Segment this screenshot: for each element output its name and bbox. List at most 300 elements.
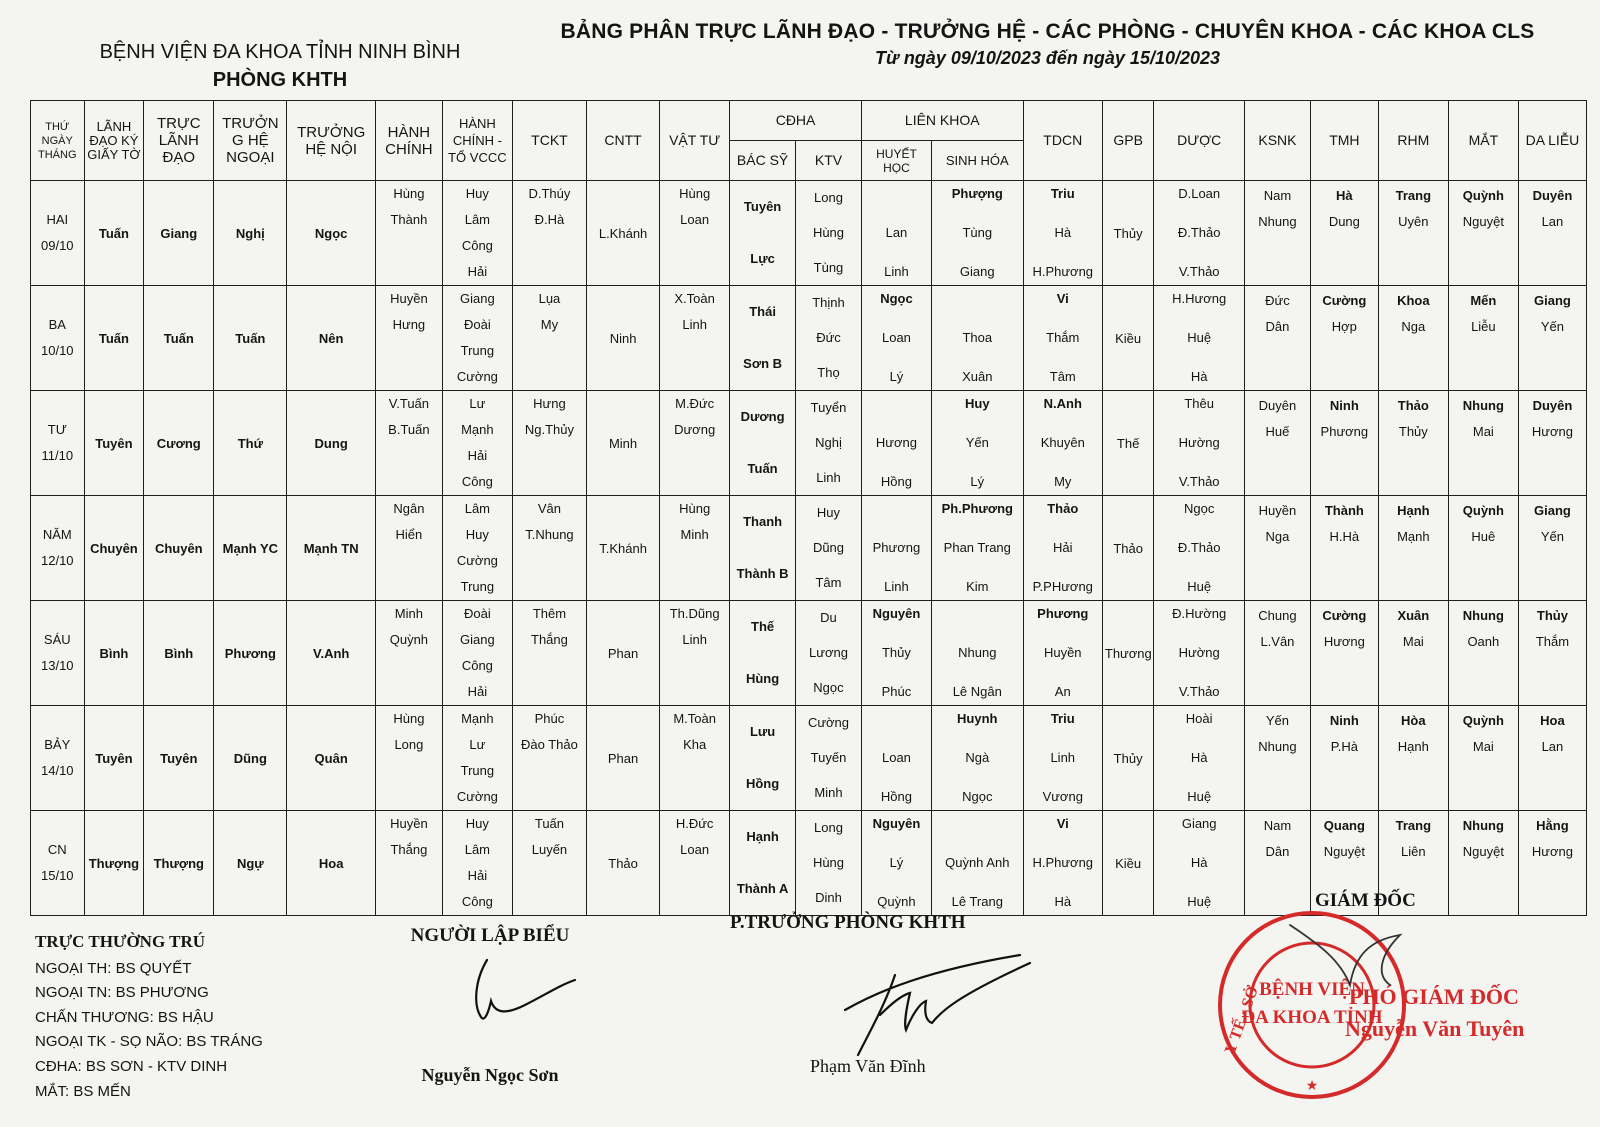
rhm-cell <box>1378 706 1448 811</box>
day-cell <box>31 391 85 496</box>
admin-team-cell <box>442 391 512 496</box>
hematology-staff: Linh <box>884 579 909 594</box>
dermatology-staff: Thủy <box>1536 608 1568 623</box>
tdcn-staff: Vương <box>1042 789 1083 804</box>
admin-staff-list <box>378 811 440 915</box>
admin-team-staff-list <box>445 706 510 810</box>
ksnk-staff: Nhung <box>1258 739 1297 754</box>
eye-staff-list <box>1451 601 1516 706</box>
signing-leader: Chuyên <box>90 540 138 556</box>
tckt-staff <box>515 889 584 915</box>
biochemistry-staff: Xuân <box>962 369 993 384</box>
admin-team-staff: Trung <box>460 579 495 594</box>
col-header-hematology: HUYẾT HỌC <box>861 141 931 181</box>
admin-team-staff: Công <box>461 474 493 489</box>
tdcn-staff: Triu <box>1050 186 1075 201</box>
col-header-duty-leader: TRỰC LÃNH ĐẠO <box>144 101 214 181</box>
rhm-staff: Xuân <box>1397 608 1430 623</box>
hematology-staff-list <box>864 706 929 810</box>
tckt-staff <box>515 233 584 259</box>
biochemistry-staff-list <box>934 286 1021 390</box>
supplies-staff: Loan <box>680 842 710 857</box>
biochemistry-staff: Phan Trang <box>943 540 1011 555</box>
day-date: 10/10 <box>41 343 74 358</box>
on-call-item: NGOẠI TN: BS PHƯƠNG <box>35 984 209 1002</box>
biochemistry-staff: Lê Trang <box>951 894 1003 909</box>
admin-cell <box>375 391 442 496</box>
biochemistry-staff-list <box>934 601 1021 705</box>
cdha-ktv: Nghị <box>815 434 842 450</box>
admin-staff <box>378 679 440 705</box>
ksnk-cell <box>1244 286 1310 391</box>
ksnk-cell <box>1244 706 1310 811</box>
tckt-staff-list <box>515 496 584 600</box>
pharmacy-staff-list <box>1156 811 1242 915</box>
tdcn-staff: Vi <box>1056 816 1069 831</box>
supplies-staff: X.Toàn <box>674 291 715 306</box>
deputy-head-signature <box>840 955 1040 1065</box>
internal-head-cell <box>287 601 376 706</box>
cdha-ktv: Tùng <box>813 259 844 275</box>
admin-team-cell <box>442 811 512 916</box>
admin-staff: V.Tuấn <box>388 396 430 411</box>
cdha-ktv: Dinh <box>815 889 842 905</box>
hospital-name: BỆNH VIỆN ĐA KHOA TỈNH NINH BÌNH <box>99 41 461 63</box>
ksnk-staff: Chung <box>1258 608 1297 623</box>
day-label <box>33 312 82 364</box>
hematology-staff <box>864 496 929 522</box>
cdha-doctor-cell <box>730 601 796 706</box>
pharmacy-staff: Đ.Thảo <box>1177 225 1221 240</box>
tdcn-staff-list <box>1026 811 1100 915</box>
cdha-ktv-cell <box>796 391 862 496</box>
header-right <box>505 20 1590 69</box>
hematology-staff: Loan <box>881 750 911 765</box>
ksnk-staff-list <box>1247 496 1308 601</box>
tdcn-staff-list <box>1026 601 1100 705</box>
biochemistry-staff-list <box>934 706 1021 810</box>
dermatology-staff-list <box>1521 391 1584 496</box>
table-row <box>31 496 1587 601</box>
tmh-staff: Ninh <box>1329 398 1359 413</box>
tdcn-cell <box>1023 601 1102 706</box>
admin-team-staff: Cường <box>456 789 498 804</box>
admin-team-staff: Huy <box>465 816 489 831</box>
admin-team-cell <box>442 601 512 706</box>
cntt-staff: Ninh <box>609 330 637 346</box>
dermatology-staff-list <box>1521 286 1584 391</box>
ksnk-staff: Dân <box>1265 844 1290 859</box>
tckt-cell <box>512 286 586 391</box>
cdha-ktv: Long <box>814 190 843 206</box>
surgical-head: Thứ <box>237 435 263 451</box>
tckt-staff: T.Nhung <box>525 527 574 542</box>
biochemistry-staff: Ph.Phương <box>941 501 1013 516</box>
stamp-star-icon: ★ <box>1305 1077 1319 1093</box>
admin-team-staff: Công <box>461 238 493 253</box>
pharmacy-staff: Thêu <box>1184 396 1214 411</box>
pharmacy-staff: Huệ <box>1187 579 1212 594</box>
rhm-staff: Hòa <box>1401 713 1426 728</box>
tdcn-staff: Vi <box>1056 291 1069 306</box>
day-label <box>33 732 82 784</box>
biochemistry-staff: Ngà <box>965 750 990 765</box>
cdha-doctor-cell <box>730 496 796 601</box>
supplies-staff <box>662 758 727 784</box>
biochemistry-cell <box>931 181 1023 286</box>
dermatology-staff: Duyên <box>1532 398 1573 413</box>
cdha-ktv: Ngọc <box>813 679 844 695</box>
duty-leader-cell <box>144 601 214 706</box>
dermatology-cell <box>1518 286 1586 391</box>
document-title: BẢNG PHÂN TRỰC LÃNH ĐẠO - TRƯỞNG HỆ - CÁC PHÒNG - CHUYÊN KHOA - CÁC KHOA CLS <box>560 20 1535 43</box>
dermatology-staff: Giang <box>1534 503 1571 518</box>
dermatology-staff-list <box>1521 601 1584 706</box>
ksnk-cell <box>1244 496 1310 601</box>
day-name: TƯ <box>47 422 67 437</box>
tmh-staff: Ninh <box>1329 713 1359 728</box>
duty-leader-cell <box>144 496 214 601</box>
hematology-cell <box>861 181 931 286</box>
day-date: 11/10 <box>41 448 74 463</box>
cdha-doctor: Lực <box>750 251 775 266</box>
pharmacy-staff: Hường <box>1178 645 1220 660</box>
ksnk-staff: Đức <box>1265 293 1290 308</box>
tckt-staff: Phúc <box>534 711 565 726</box>
rhm-cell <box>1378 391 1448 496</box>
hematology-staff: Thủy <box>881 645 911 660</box>
ksnk-staff: Nga <box>1265 529 1290 544</box>
surgical-head-cell <box>214 181 287 286</box>
tdcn-staff: H.Phương <box>1032 264 1094 279</box>
day-date: 09/10 <box>41 238 74 253</box>
tdcn-staff: Tâm <box>1049 369 1076 384</box>
internal-head-cell <box>287 811 376 916</box>
tmh-staff-list <box>1313 706 1376 811</box>
admin-team-staff: Huy <box>465 186 489 201</box>
pharmacy-cell <box>1154 706 1245 811</box>
admin-team-staff-list <box>445 811 510 915</box>
supplies-staff: Th.Dũng <box>669 606 720 621</box>
hematology-staff: Hương <box>875 435 917 450</box>
duty-leader: Chuyên <box>154 540 203 556</box>
admin-staff <box>378 574 440 600</box>
cdha-ktv-list <box>798 181 859 285</box>
eye-staff: Nguyệt <box>1462 214 1504 229</box>
eye-staff: Nhung <box>1462 398 1504 413</box>
tmh-cell <box>1310 601 1378 706</box>
hematology-staff: Phúc <box>881 684 912 699</box>
tdcn-staff-list <box>1026 181 1100 285</box>
supplies-cell <box>660 286 730 391</box>
signing-leader: Tuấn <box>98 330 129 346</box>
cdha-ktv: Dũng <box>812 539 845 555</box>
dermatology-staff: Hoa <box>1540 713 1565 728</box>
duty-leader: Bình <box>164 645 194 661</box>
admin-staff-list <box>378 496 440 600</box>
rhm-staff: Hạnh <box>1397 739 1429 754</box>
hematology-staff-list <box>864 391 929 495</box>
admin-staff: Huyền <box>390 816 428 831</box>
signing-leader: Thượng <box>88 855 140 871</box>
tmh-staff: Nguyệt <box>1323 844 1365 859</box>
surgical-head: Dũng <box>233 750 267 766</box>
surgical-head: Nghị <box>235 225 265 241</box>
pharmacy-staff-list <box>1156 601 1242 705</box>
on-call-item: CHẤN THƯƠNG: BS HẬU <box>35 1008 214 1026</box>
cdha-ktv-cell <box>796 181 862 286</box>
ksnk-staff-list <box>1247 286 1308 391</box>
cdha-ktv-cell <box>796 286 862 391</box>
biochemistry-staff-list <box>934 181 1021 285</box>
admin-team-staff: Trung <box>460 763 495 778</box>
cdha-ktv: Hùng <box>812 854 845 870</box>
admin-staff <box>378 443 440 469</box>
hematology-staff: Ngọc <box>880 291 913 306</box>
cdha-doctor: Thanh <box>743 514 783 529</box>
hematology-staff <box>864 391 929 417</box>
supplies-staff <box>662 889 727 915</box>
admin-team-staff-list <box>445 496 510 600</box>
day-date: 14/10 <box>41 763 74 778</box>
surgical-head-cell <box>214 811 287 916</box>
supplies-staff <box>662 548 727 574</box>
gpb-cell <box>1102 181 1153 286</box>
ksnk-staff: Nhung <box>1258 214 1297 229</box>
supplies-staff <box>662 338 727 364</box>
cdha-doctor: Tuyên <box>743 199 782 214</box>
signing-leader-cell <box>84 181 144 286</box>
rhm-staff: Liên <box>1401 844 1426 859</box>
admin-team-staff: Huy <box>465 527 489 542</box>
cntt-staff: Thảo <box>608 855 638 871</box>
admin-staff: Minh <box>394 606 423 621</box>
tckt-cell <box>512 496 586 601</box>
biochemistry-staff: Kim <box>966 579 989 594</box>
gpb-cell <box>1102 601 1153 706</box>
rhm-staff: Thủy <box>1398 424 1428 439</box>
duty-leader-cell <box>144 286 214 391</box>
tmh-staff: Hợp <box>1331 319 1357 334</box>
table-row <box>31 601 1587 706</box>
cdha-ktv: Thọ <box>817 364 840 380</box>
preparer-title: NGƯỜI LẬP BIỂU <box>410 925 570 946</box>
tckt-cell <box>512 181 586 286</box>
cdha-ktv-list <box>798 391 859 495</box>
ksnk-cell <box>1244 181 1310 286</box>
eye-cell <box>1448 601 1518 706</box>
tdcn-cell <box>1023 286 1102 391</box>
pharmacy-staff: Huệ <box>1187 789 1212 804</box>
tdcn-cell <box>1023 496 1102 601</box>
day-cell <box>31 811 85 916</box>
cdha-ktv: Tuyển <box>810 400 847 416</box>
col-header-cntt: CNTT <box>587 101 660 181</box>
col-header-signing-leader: LÃNH ĐẠO KÝ GIẤY TỜ <box>84 101 144 181</box>
admin-team-staff: Hải <box>467 264 488 279</box>
admin-staff <box>378 758 440 784</box>
signing-leader-cell <box>84 811 144 916</box>
pharmacy-staff-list <box>1156 391 1242 495</box>
admin-staff: Thắng <box>390 842 428 857</box>
supplies-staff <box>662 443 727 469</box>
biochemistry-staff: Lê Ngân <box>952 684 1002 699</box>
cdha-doctor: Hùng <box>745 671 780 686</box>
duty-leader: Tuấn <box>163 330 194 346</box>
admin-staff: Hưng <box>392 317 426 332</box>
cntt-cell <box>587 496 660 601</box>
supplies-staff: H.Đức <box>675 816 714 831</box>
biochemistry-staff: Yến <box>965 435 989 450</box>
day-cell <box>31 706 85 811</box>
surgical-head: Ngự <box>236 855 264 871</box>
duty-roster-table <box>30 100 1587 916</box>
tdcn-staff-list <box>1026 706 1100 810</box>
on-call-section <box>35 930 263 1104</box>
admin-team-staff: Lâm <box>464 842 491 857</box>
pharmacy-cell <box>1154 286 1245 391</box>
day-name: BẢY <box>44 737 71 752</box>
tmh-staff-list <box>1313 496 1376 601</box>
pharmacy-staff: Hường <box>1178 435 1220 450</box>
tckt-staff <box>515 548 584 574</box>
admin-team-staff: Giang <box>460 291 495 306</box>
signing-leader: Tuyên <box>95 435 133 451</box>
dermatology-staff: Thắm <box>1535 634 1570 649</box>
tmh-staff-list <box>1313 286 1376 391</box>
eye-staff: Oanh <box>1467 634 1500 649</box>
cdha-doctor: Dương <box>740 409 785 424</box>
tmh-staff-list <box>1313 181 1376 286</box>
rhm-staff: Uyên <box>1398 214 1429 229</box>
tckt-staff: D.Thúy <box>528 186 571 201</box>
cdha-ktv-list <box>798 496 859 600</box>
hematology-staff: Quỳnh <box>877 894 916 909</box>
col-header-admin: HÀNH CHÍNH <box>375 101 442 181</box>
day-label <box>33 522 82 574</box>
dermatology-cell <box>1518 391 1586 496</box>
cdha-doctor-list <box>732 601 793 705</box>
hematology-staff: Nguyên <box>872 606 921 621</box>
tckt-cell <box>512 706 586 811</box>
gpb-cell <box>1102 496 1153 601</box>
admin-team-staff: Đoài <box>463 606 491 621</box>
rhm-staff: Nga <box>1401 319 1426 334</box>
col-header-tmh: TMH <box>1310 101 1378 181</box>
cdha-doctor: Thế <box>751 619 775 634</box>
hematology-cell <box>861 706 931 811</box>
eye-staff-list <box>1451 496 1516 601</box>
eye-staff: Nhung <box>1462 608 1504 623</box>
tckt-staff <box>515 338 584 364</box>
hematology-staff-list <box>864 811 929 915</box>
pharmacy-staff: Ngọc <box>1184 501 1215 516</box>
cdha-ktv-cell <box>796 811 862 916</box>
hematology-cell <box>861 391 931 496</box>
supplies-cell <box>660 811 730 916</box>
gpb-staff: Kiều <box>1115 330 1142 346</box>
tckt-staff <box>515 784 584 810</box>
supplies-staff: M.Toàn <box>673 711 716 726</box>
eye-staff: Mai <box>1472 424 1494 439</box>
pharmacy-staff: Huệ <box>1187 894 1212 909</box>
admin-staff: Ngân <box>393 501 425 516</box>
hematology-staff <box>864 181 929 207</box>
day-name: BA <box>48 317 66 332</box>
header-left <box>80 38 480 94</box>
on-call-item: NGOẠI TH: BS QUYẾT <box>35 959 192 977</box>
ksnk-cell <box>1244 391 1310 496</box>
ksnk-staff-list <box>1247 391 1308 496</box>
rhm-cell <box>1378 286 1448 391</box>
eye-staff: Mai <box>1472 739 1494 754</box>
tmh-staff-list <box>1313 601 1376 706</box>
eye-cell <box>1448 496 1518 601</box>
tmh-cell <box>1310 706 1378 811</box>
rhm-staff-list <box>1381 391 1446 496</box>
biochemistry-staff <box>934 601 1021 627</box>
cdha-doctor: Lưu <box>749 724 776 739</box>
hematology-staff: Loan <box>881 330 911 345</box>
hematology-staff: Hồng <box>880 789 912 804</box>
tdcn-cell <box>1023 706 1102 811</box>
tckt-staff-list <box>515 706 584 810</box>
admin-team-cell <box>442 706 512 811</box>
dermatology-staff: Lan <box>1541 214 1564 229</box>
day-cell <box>31 496 85 601</box>
gpb-staff: Thương <box>1104 645 1152 661</box>
tmh-staff: Quang <box>1323 818 1365 833</box>
eye-cell <box>1448 286 1518 391</box>
tdcn-staff: Triu <box>1050 711 1075 726</box>
cntt-cell <box>587 286 660 391</box>
tckt-staff: Luyến <box>531 842 568 857</box>
day-label <box>33 837 82 889</box>
cdha-doctor-cell <box>730 391 796 496</box>
tmh-cell <box>1310 181 1378 286</box>
admin-staff <box>378 653 440 679</box>
director-sub-title: PHÓ GIÁM ĐỐC <box>1349 984 1519 1009</box>
director-name: Nguyễn Văn Tuyên <box>1345 1016 1525 1041</box>
tckt-staff: My <box>540 317 559 332</box>
duty-leader: Tuyên <box>160 750 198 766</box>
cntt-staff: T.Khánh <box>599 540 647 556</box>
ksnk-staff: Yến <box>1265 713 1289 728</box>
duty-leader: Thượng <box>153 855 204 871</box>
col-header-gpb: GPB <box>1102 101 1153 181</box>
biochemistry-staff: Huynh <box>957 711 998 726</box>
cdha-doctor-list <box>732 181 793 285</box>
cdha-ktv: Cường <box>807 715 850 731</box>
rhm-staff: Trang <box>1395 818 1432 833</box>
cdha-doctor: Thành B <box>736 566 789 581</box>
biochemistry-staff-list <box>934 496 1021 600</box>
duty-leader-cell <box>144 391 214 496</box>
hematology-cell <box>861 811 931 916</box>
rhm-staff: Mạnh <box>1397 529 1430 544</box>
ksnk-cell <box>1244 601 1310 706</box>
cdha-ktv-cell <box>796 496 862 601</box>
ksnk-staff-list <box>1247 706 1308 811</box>
cntt-cell <box>587 706 660 811</box>
admin-cell <box>375 601 442 706</box>
supplies-staff <box>662 574 727 600</box>
biochemistry-cell <box>931 286 1023 391</box>
tdcn-cell <box>1023 181 1102 286</box>
cdha-ktv: Tuyến <box>810 749 847 765</box>
eye-staff-list <box>1451 286 1516 391</box>
tmh-cell <box>1310 391 1378 496</box>
